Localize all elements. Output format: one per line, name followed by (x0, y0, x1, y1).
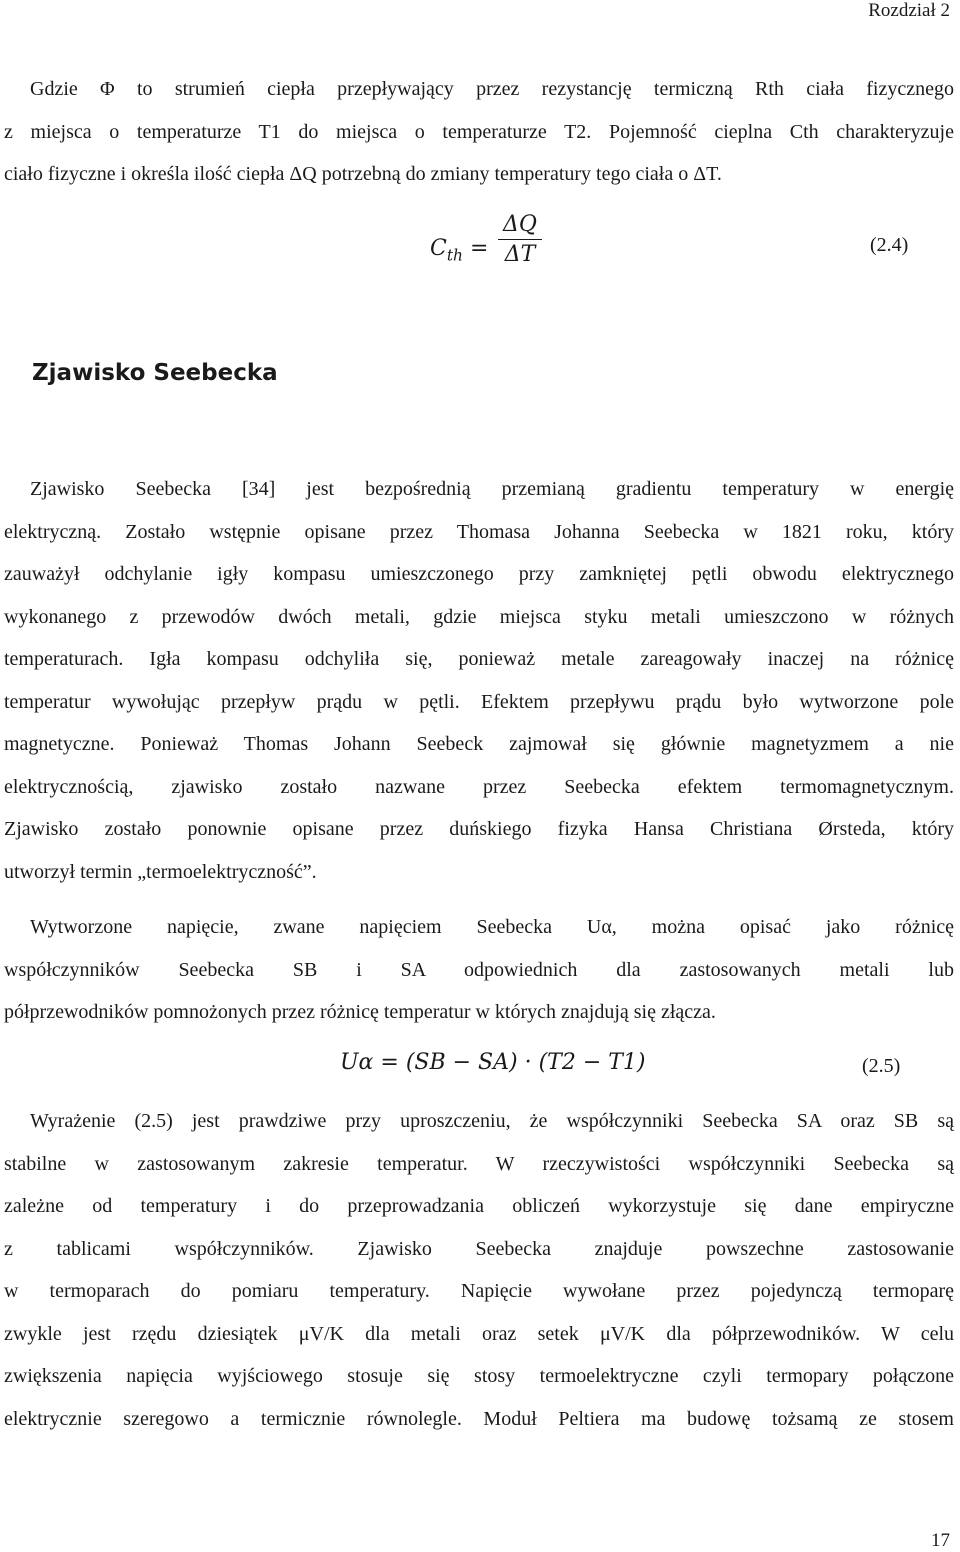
chapter-header: Rozdział 2 (868, 0, 950, 21)
text-line: współczynników Seebecka SB i SA odpowiednich dla zastosowanych metali lub (4, 958, 954, 981)
equation-lhs: $C_{th}$ = (430, 236, 489, 265)
text-line: zwiększenia napięcia wyjściowego stosuje się stosy termoelektryczne czyli termopary połączone (4, 1365, 954, 1387)
text-line: temperaturach. Igła kompasu odchyliła się, ponieważ metale zareagowały inaczej na różnicę (4, 648, 954, 670)
text-line: Wytworzone napięcie, zwane napięciem Seebecka Uα, można opisać jako różnicę (30, 916, 954, 938)
paragraph-intro (4, 68, 954, 196)
text-line: Zjawisko Seebecka [34] jest bezpośrednią przemianą gradientu temperatury w energię (30, 478, 954, 500)
text-line: temperatur wywołując przepływ prądu w pętli. Efektem przepływu prądu było wytworzone pole (4, 690, 954, 713)
paragraph-seebeck (4, 468, 954, 893)
text-line: w termoparach do pomiaru temperatury. Napięcie wywołane przez pojedynczą termoparę (4, 1280, 954, 1302)
text-line: wykonanego z przewodów dwóch metali, gdzie miejsca styku metali umieszczono w różnych (4, 605, 954, 628)
text-line: zwykle jest rzędu dziesiątek μV/K dla metali oraz setek μV/K dla półprzewodników. W celu (4, 1322, 954, 1345)
equation-fraction (498, 212, 542, 267)
text-line: utworzył termin „termoelektryczność”. (4, 860, 317, 883)
text-line: Zjawisko zostało ponownie opisane przez duńskiego fizyka Hansa Christiana Ørsteda, który (4, 818, 954, 840)
text-line: z tablicami współczynników. Zjawisko Seebecka znajduje powszechne zastosowanie (4, 1237, 954, 1260)
text-line: zauważył odchylanie igły kompasu umieszczonego przy zamkniętej pętli obwodu elektrycznego (4, 563, 954, 585)
text-line: magnetyczne. Ponieważ Thomas Johann Seebeck zajmował się głównie magnetyzmem a nie (4, 733, 954, 755)
fraction-bar (498, 239, 542, 240)
denominator: ΔT (504, 242, 536, 267)
equation-2-5: Uα = (SB − SA) · (T2 − T1) (340, 1050, 646, 1075)
text-line: Gdzie Φ to strumień ciepła przepływający przez rezystancję termiczną Rth ciała fizycznego (30, 78, 954, 100)
page-number: 17 (931, 1530, 950, 1551)
paragraph-voltage (4, 906, 954, 1034)
text-line: Wyrażenie (2.5) jest prawdziwe przy uproszczeniu, że współczynniki Seebecka SA oraz SB są (30, 1110, 954, 1132)
text-line: ciało fizyczne i określa ilość ciepła ΔQ potrzebną do zmiany temperatury tego ciała o ΔT. (4, 163, 722, 185)
equation-number-2-4: (2.4) (870, 234, 909, 256)
numerator: ΔQ (503, 212, 537, 237)
section-heading: Zjawisko Seebecka (32, 360, 278, 386)
equation-number-2-5: (2.5) (862, 1055, 901, 1077)
text-line: z miejsca o temperaturze T1 do miejsca o temperaturze T2. Pojemność cieplna Cth charakteryzuje (4, 120, 954, 143)
text-line: zależne od temperatury i do przeprowadzania obliczeń wykorzystuje się dane empiryczne (4, 1195, 954, 1217)
text-line: elektryczną. Zostało wstępnie opisane przez Thomasa Johanna Seebecka w 1821 roku, który (4, 520, 954, 543)
text-line: stabilne w zastosowanym zakresie temperatur. W rzeczywistości współczynniki Seebecka są (4, 1152, 954, 1175)
text-line: elektrycznością, zjawisko zostało nazwane przez Seebecka efektem termomagnetycznym. (4, 775, 954, 798)
text-line: elektrycznie szeregowo a termicznie równolegle. Moduł Peltiera ma budowę tożsamą ze stosem (4, 1407, 954, 1430)
paragraph-expression (4, 1100, 954, 1440)
text-line: półprzewodników pomnożonych przez różnicę temperatur w których znajdują się złącza. (4, 1001, 716, 1023)
